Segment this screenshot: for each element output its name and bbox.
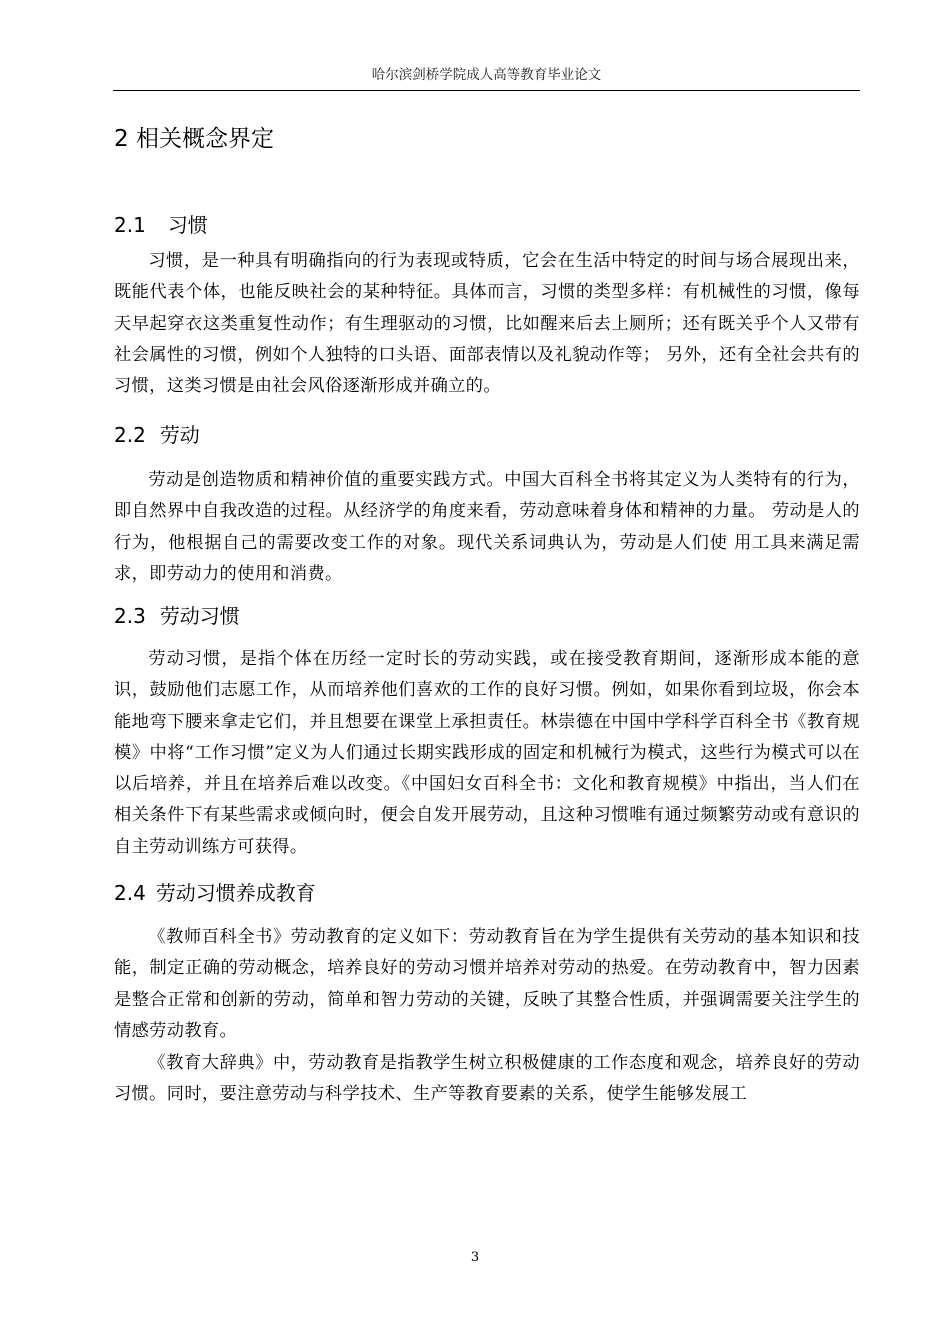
- section-heading-2-2: [114, 421, 200, 449]
- page-header: [113, 66, 860, 91]
- section-title-text: 劳动习惯: [159, 604, 240, 628]
- paragraph-labor-habit: 劳动习惯，是指个体在历经一定时长的劳动实践，或在接受教育期间，逐渐形成本能的意识，鼓励他们志愿工作，从而培养他们喜欢的工作的良好习惯。例如，如果你看到垃圾，你会本能地弯下腰来拿走它们，并且想要在课堂上承担责任。林崇德在中国中学科学百科全书《教育规模》中将“工作习惯”定义为人们通过长期实践形成的固定和机械行为模式，这些行为模式可以在以后培养，并且在培养后难以改变。《中国妇女百科全书：文化和教育规模》中指出，当人们在相关条件下有某些需求或倾向时，便会自发开展劳动，且这种习惯唯有通过频繁劳动或有意识的自主劳动训练方可获得。: [114, 649, 860, 857]
- section-title-text: 劳动习惯养成教育: [155, 881, 316, 905]
- page-number: 3: [470, 1250, 480, 1265]
- paragraph-labor: 劳动是创造物质和精神价值的重要实践方式。中国大百科全书将其定义为人类特有的行为，即自然界中自我改造的过程。从经济学的角度来看，劳动意味着身体和精神的力量。 劳动是人的行为，他根据自己的需要改变工作的对象。现代关系词典认为，劳动是人们使 用工具来满足需求，即劳动力的使用和消费。: [114, 470, 860, 584]
- section-number: 2.2: [114, 423, 146, 447]
- section-number: 2.1: [114, 213, 146, 237]
- header-text: 哈尔滨剑桥学院成人高等教育毕业论文: [371, 67, 602, 83]
- section-heading-2-1: [114, 211, 208, 239]
- section-heading-2-4: [114, 879, 316, 907]
- paragraph-labor-education-2: 《教育大辞典》中，劳动教育是指教学生树立积极健康的工作态度和观念，培养良好的劳动习惯。同时，要注意劳动与科学技术、生产等教育要素的关系，使学生能够发展工: [114, 1053, 860, 1105]
- section-number: 2.3: [114, 604, 146, 628]
- section-title-text: 劳动: [159, 423, 200, 447]
- section-heading-2-3: [114, 602, 240, 630]
- chapter-title: 2 相关概念界定: [114, 126, 274, 152]
- paragraph-habit: 习惯，是一种具有明确指向的行为表现或特质，它会在生活中特定的时间与场合展现出来，既能代表个体，也能反映社会的某种特征。具体而言，习惯的类型多样：有机械性的习惯，像每天早起穿衣这类重复性动作；有生理驱动的习惯，比如醒来后去上厕所；还有既关乎个人又带有社会属性的习惯，例如个人独特的口头语、面部表情以及礼貌动作等； 另外，还有全社会共有的习惯，这类习惯是由社会风俗逐渐形成并确立的。: [114, 251, 860, 397]
- section-number: 2.4: [114, 881, 146, 905]
- paragraph-labor-education-1: 《教师百科全书》劳动教育的定义如下：劳动教育旨在为学生提供有关劳动的基本知识和技能，制定正确的劳动概念，培养良好的劳动习惯并培养对劳动的热爱。在劳动教育中，智力因素是整合正常和创新的劳动，简单和智力劳动的关键，反映了其整合性质，并强调需要关注学生的情感劳动教育。: [114, 927, 860, 1041]
- section-title-text: 习惯: [167, 213, 208, 237]
